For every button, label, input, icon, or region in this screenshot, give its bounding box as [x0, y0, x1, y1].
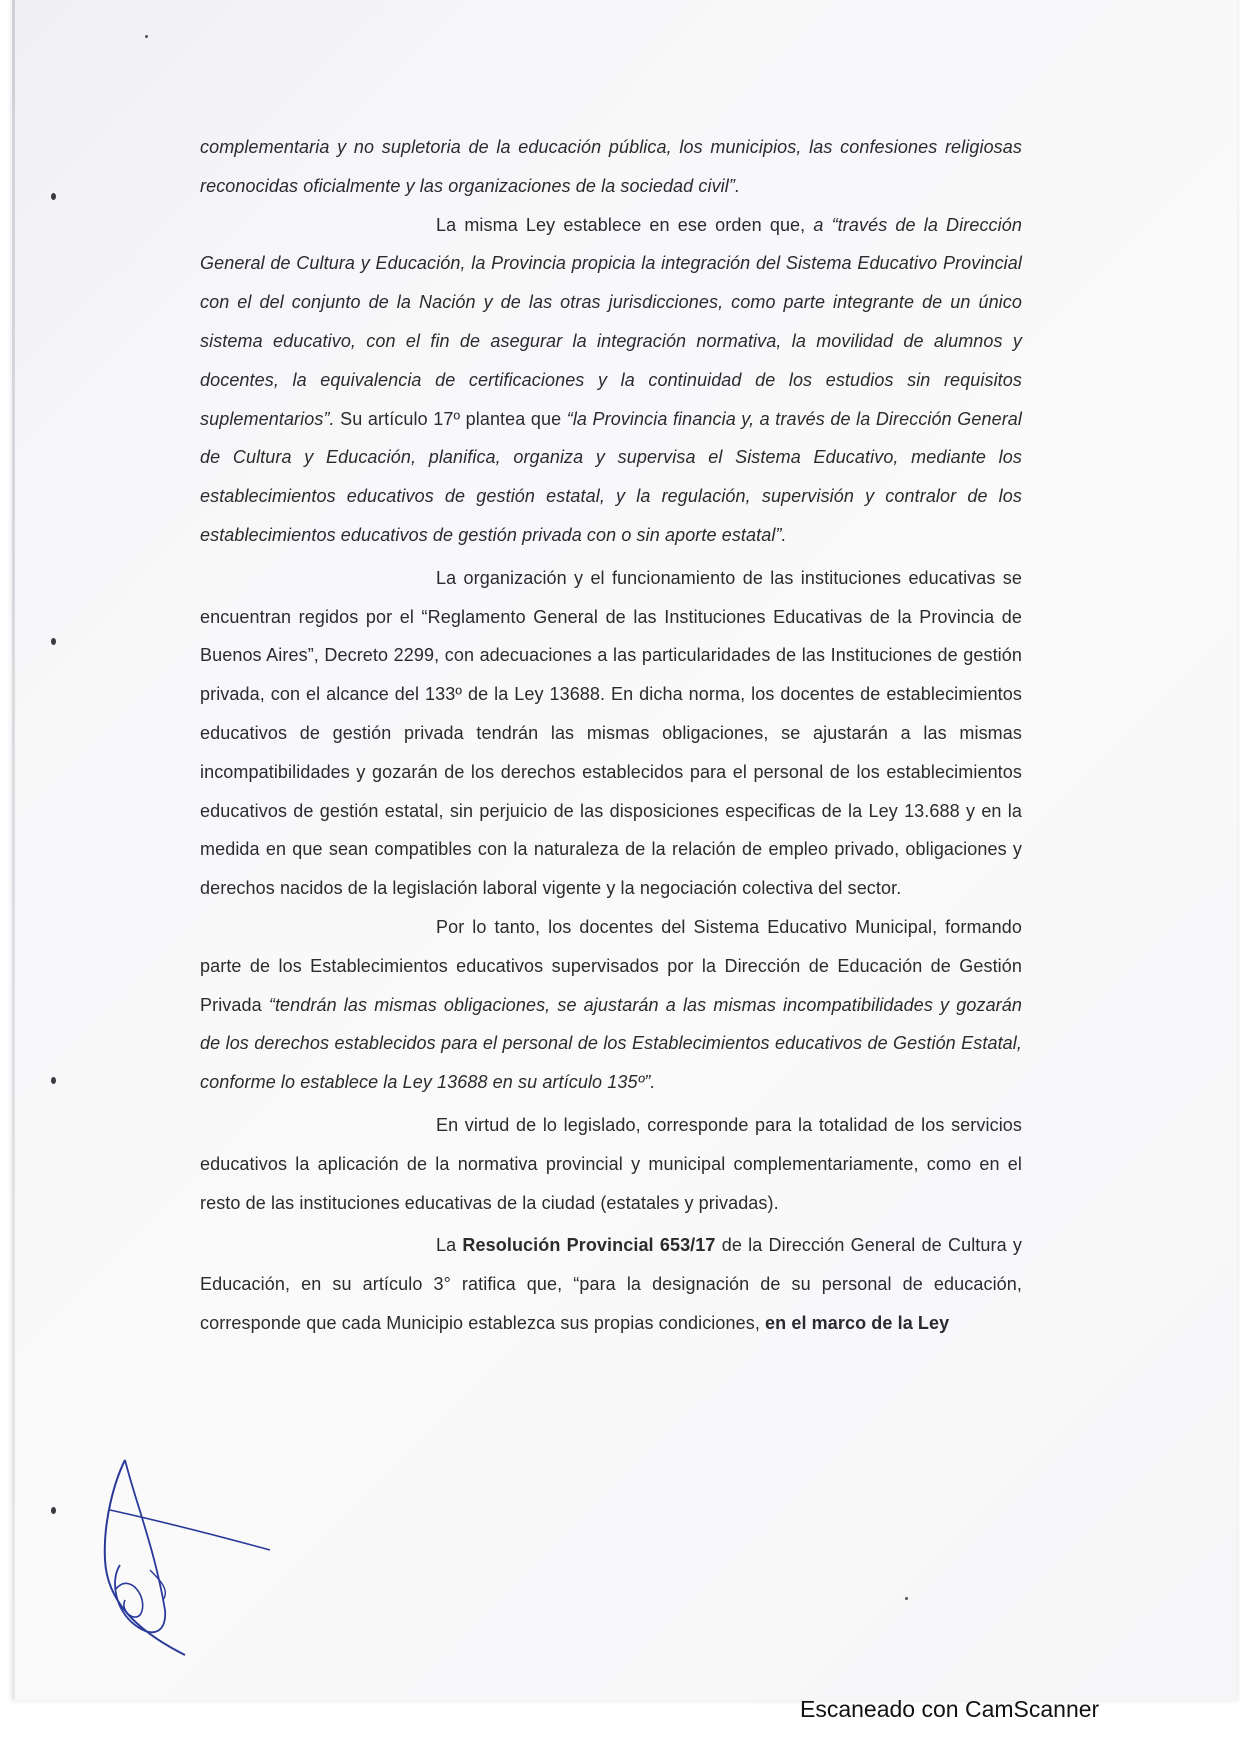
bold-text: en el marco de la Ley	[765, 1312, 950, 1333]
quoted-text: complementaria y no supletoria de la educación pública, los municipios, las confesiones religiosas reconocidas oficialmente y las organizaciones de la sociedad civil”.	[200, 137, 1022, 196]
paragraph-text: La	[436, 1235, 463, 1256]
binding-hole-mark	[51, 638, 56, 645]
bold-text: Resolución Provincial 653/17	[462, 1235, 716, 1256]
paragraph-reglamento: La organización y el funcionamiento de las instituciones educativas se encuentran regidos por el “Reglamento General de las Instituciones Educativas de la Provincia de Buenos Aires”, Decreto 2299, con adecuaciones a las particularidades de las Instituciones de gestión privada, con el alcance del 133º de la Ley 13688. En dicha norma, los docentes de establecimientos educativos de gestión privada tendrán las mismas obligaciones, se ajustarán a las mismas incompatibilidades y gozarán de los derechos establecidos para el personal de los establecimientos educativos de gestión estatal, sin perjuicio de las disposiciones especificas de la Ley 13.688 y en la medida en que sean compatibles con la naturaleza de la relación de empleo privado, obligaciones y derechos nacidos de la legislación laboral vigente y la negociación colectiva del sector.	[200, 567, 1022, 899]
paragraph-text: Su artículo 17º plantea que	[334, 408, 567, 429]
handwritten-signature	[95, 1450, 325, 1660]
binding-hole-mark	[51, 1507, 56, 1514]
page-edge-shadow	[12, 0, 15, 1700]
paragraph-text: La misma Ley establece en ese orden que,	[436, 214, 814, 235]
paragraph-resolucion	[200, 1226, 1022, 1342]
quoted-text: “tendrán las mismas obligaciones, se ajustarán a las mismas incompatibilidades y gozarán de los derechos establecidos para el personal de los Establecimientos educativos de Gestión Estatal, conforme lo establece la Ley 13688 en su artículo 135º”.	[200, 994, 1022, 1093]
scan-speck	[145, 35, 148, 38]
paragraph-docentes-municipal	[200, 908, 1022, 1102]
document-body	[200, 128, 1022, 1343]
paragraph-text: Por lo tanto, los docentes del Sistema Educativo Municipal, formando parte de los Establecimientos educativos supervisados por la Dirección de Educación de Gestión Privada	[200, 916, 1022, 1015]
paragraph-text: de la Dirección General de Cultura y Educación, en su artículo 3° ratifica que, “para la designación de su personal de educación, corresponde que cada Municipio establezca sus propias condiciones,	[200, 1235, 1022, 1333]
quoted-text: “la Provincia financia y, a través de la Dirección General de Cultura y Educación, planifica, organiza y supervisa el Sistema Educativo, mediante los establecimientos educativos de gestión estatal, y la regulación, supervisión y contralor de los establecimientos educativos de gestión privada con o sin aporte estatal”.	[200, 408, 1022, 545]
scanner-watermark: Escaneado con CamScanner	[800, 1696, 1100, 1722]
quoted-text: a “través de la Dirección General de Cultura y Educación, la Provincia propicia la integración del Sistema Educativo Provincial con el del conjunto de la Nación y de las otras jurisdicciones, como parte integrante de un único sistema educativo, con el fin de asegurar la integración normativa, la movilidad de alumnos y docentes, la equivalencia de certificaciones y la continuidad de los estudios sin requisitos suplementarios”.	[200, 214, 1022, 429]
binding-hole-mark	[51, 1077, 56, 1084]
paragraph-virtud-legislado: En virtud de lo legislado, corresponde para la totalidad de los servicios educativos la aplicación de la normativa provincial y municipal complementariamente, como en el resto de las instituciones educativas de la ciudad (estatales y privadas).	[200, 1114, 1022, 1213]
scan-speck	[905, 1597, 908, 1600]
paragraph-continuation	[200, 128, 1022, 206]
binding-hole-mark	[51, 193, 56, 200]
paragraph-ley-integracion	[200, 206, 1022, 555]
